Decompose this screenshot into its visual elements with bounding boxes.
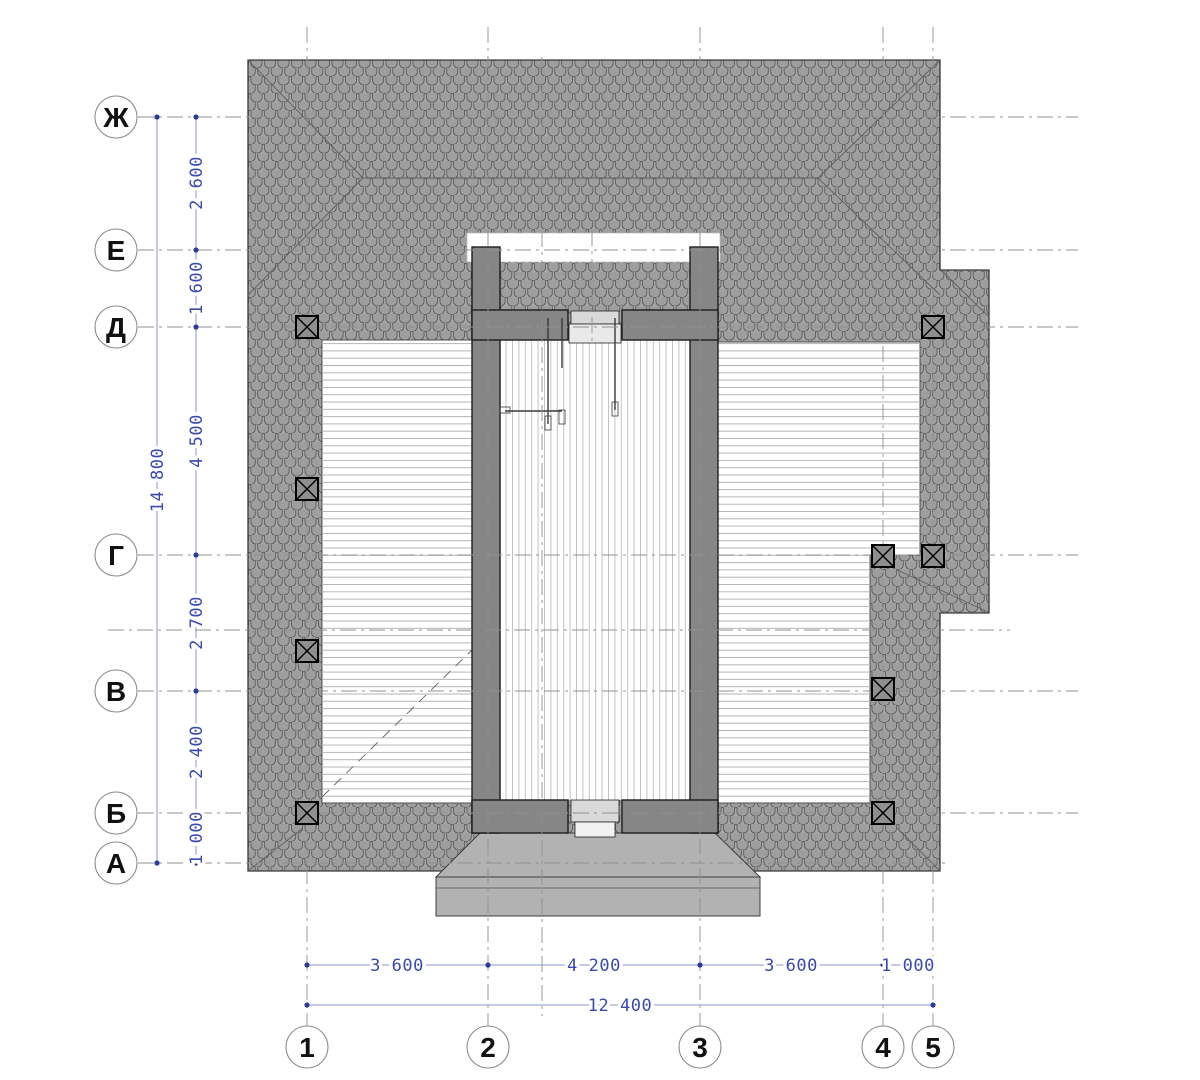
dimension-label: 2 600	[187, 156, 207, 210]
column-marker	[296, 478, 318, 500]
dimension-label: 3 600	[370, 956, 424, 976]
stair-tower	[472, 247, 718, 837]
tower-wall-bottom-left	[472, 800, 568, 833]
axis-label: 5	[925, 1032, 941, 1063]
dimension-label: 4 200	[567, 956, 621, 976]
axis-label: 3	[692, 1032, 708, 1063]
tower-wall-bottom-right	[622, 800, 718, 833]
axis-bubble-g	[95, 534, 137, 576]
dimension-label: 1 000	[187, 811, 207, 865]
axis-label: 1	[299, 1032, 315, 1063]
dimension-label: 4 500	[187, 414, 207, 468]
row-axis-bubbles	[95, 96, 137, 884]
dimension-label: 2 400	[187, 725, 207, 779]
axis-bubble-v	[95, 670, 137, 712]
tower-top-opening-outer	[571, 311, 619, 324]
dimension-label: 3 600	[764, 956, 818, 976]
column-marker	[872, 545, 894, 567]
axis-label: А	[105, 848, 127, 879]
axis-bubble-1	[286, 1026, 328, 1068]
porch-upper-step	[436, 833, 760, 877]
axis-bubble-zh	[95, 96, 137, 138]
axis-bubble-a	[95, 842, 137, 884]
axis-bubble-e	[95, 229, 137, 271]
axis-label: Ж	[103, 102, 129, 133]
tower-wall-top-left	[472, 310, 568, 340]
tower-bottom-opening-outer	[571, 800, 619, 822]
axis-label: Г	[108, 540, 124, 571]
dimension-label: 2 700	[187, 596, 207, 650]
axis-bubble-3	[679, 1026, 721, 1068]
column-marker	[296, 640, 318, 662]
axis-label: В	[105, 676, 127, 707]
axis-bubble-d	[95, 306, 137, 348]
tower-top-clearance	[467, 233, 720, 262]
dimension-label: 1 000	[881, 956, 935, 976]
axis-label: 2	[480, 1032, 496, 1063]
axis-bubble-2	[467, 1026, 509, 1068]
bottom-dimensions	[304, 956, 935, 1016]
axis-label: Д	[106, 312, 126, 343]
column-marker	[922, 316, 944, 338]
column-marker	[872, 802, 894, 824]
left-lower-roof	[322, 340, 473, 803]
axis-label: 4	[875, 1032, 891, 1063]
column-marker	[872, 678, 894, 700]
axis-label: Е	[106, 235, 126, 266]
dimension-label: 1 600	[187, 261, 207, 315]
column-marker	[296, 802, 318, 824]
dim-bottom-total: 12 400	[587, 996, 653, 1016]
porch-lower-slab	[436, 877, 760, 916]
entrance-porch	[436, 833, 760, 916]
dim-left-total: 14 800	[148, 447, 168, 513]
column-marker	[922, 545, 944, 567]
tower-wall-top-right	[622, 310, 718, 340]
axis-bubble-b	[95, 792, 137, 834]
col-axis-bubbles	[286, 1026, 954, 1068]
axis-bubble-4	[862, 1026, 904, 1068]
column-marker	[296, 316, 318, 338]
tower-bottom-opening-inner	[575, 822, 615, 837]
left-dimensions	[148, 114, 207, 865]
axis-bubble-5	[912, 1026, 954, 1068]
axis-label: Б	[105, 798, 127, 829]
